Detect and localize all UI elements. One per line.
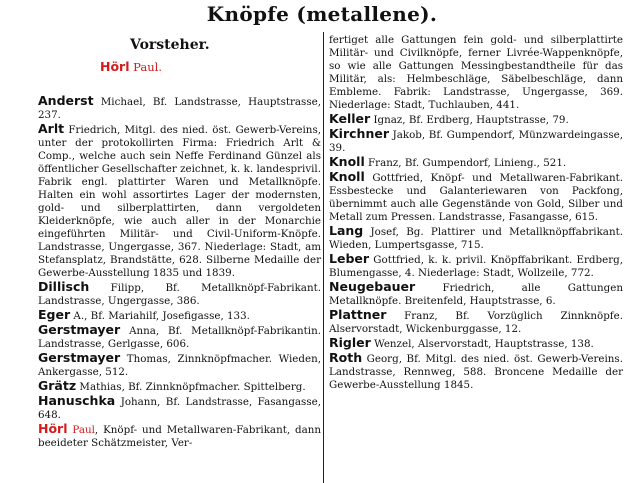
entry-name: Hanuschka [38,393,116,408]
entry-text: Johann, Bf. Landstrasse, Fasangasse, 648. [38,396,321,421]
entry-text: Filipp, Bf. Metallknöpf-Fabrikant. Landstrasse, Ungergasse, 386. [38,282,321,307]
directory-entry-continued [329,34,623,112]
entry-text: Franz, Bf. Gumpendorf, Linieng., 521. [368,157,567,169]
right-entries [329,34,623,392]
entry-text: Josef, Bg. Plattirer und Metallknöpffabrikant. Wieden, Lumpertsgasse, 715. [329,226,623,251]
entry-name: Arlt [38,121,65,136]
entry-name: Knoll [329,169,365,184]
entry-text: Jakob, Bf. Gumpendorf, Münzwardeingasse, 39. [329,129,623,154]
directory-entry [329,252,623,280]
entry-given: Paul [72,424,95,436]
left-entries [38,94,321,450]
directory-entry [38,351,321,379]
entry-name: Grätz [38,378,77,393]
directory-entry [38,94,321,122]
vorsteher-given: Paul. [133,60,162,74]
directory-entry [38,280,321,308]
entry-text: Gottfried, k. k. privil. Knöpffabrikant. Erdberg, Blumengasse, 4. Niederlage: Stadt, Wollzeile, 772. [329,254,623,279]
directory-entry [329,155,623,170]
directory-entry [329,170,623,224]
entry-name: Roth [329,350,363,365]
entry-text: Wenzel, Alservorstadt, Hauptstrasse, 138. [374,338,594,350]
entry-name: Anderst [38,93,94,108]
directory-entry [329,308,623,336]
entry-name: Neugebauer [329,279,416,294]
directory-entry [38,323,321,351]
entry-text: Ignaz, Bf. Erdberg, Hauptstrasse, 79. [373,114,569,126]
entry-text: Michael, Bf. Landstrasse, Hauptstrasse, 237. [38,96,321,121]
entry-text: , Knöpf- und Metallwaren-Fabrikant, dann beeideter Schätzmeister, Ver- [38,424,321,449]
directory-entry [329,280,623,308]
entry-name: Knoll [329,154,365,169]
directory-entry [329,351,623,392]
entry-name: Lang [329,223,364,238]
directory-entry [329,224,623,252]
page-title: Knöpfe (metallene). [206,2,438,26]
directory-entry [329,112,623,127]
column-divider [323,32,324,483]
entry-name: Rigler [329,335,371,350]
entry-text: A., Bf. Mariahilf, Josefigasse, 133. [73,310,250,322]
directory-entry [38,122,321,280]
entry-text: Franz, Bf. Vorzüglich Zinnknöpfe. Alservorstadt, Wickenburggasse, 12. [329,310,623,335]
entry-text: Anna, Bf. Metallknöpf-Fabrikantin. Landstrasse, Gerlgasse, 606. [38,325,322,350]
vorsteher-heading: Vorsteher. [130,37,210,53]
entry-text: Georg, Bf. Mitgl. des nied. öst. Gewerb-Vereins. Landstrasse, Rennweg, 588. Broncene Medaille der Gewerbe-Ausstellung 1845. [329,353,623,391]
directory-entry [38,394,321,422]
entry-text: Mathias, Bf. Zinnknöpfmacher. Spittelberg. [79,381,306,393]
entry-name: Dillisch [38,279,90,294]
directory-entry [38,379,321,394]
entry-text: fertiget alle Gattungen fein gold- und silberplattirte Militär- und Civilknöpfe, ferner Livrée-Wappenknöpfe, so wie alle Gattungen Messingbestandtheile für das Militär, als: Helmbeschläge, Säbelbeschläge, dann Embleme. Fabrik: Landstrasse, Ungergasse, 369. Niederlage: Stadt, Tuchlauben, 441. [329,34,623,111]
entry-text: Friedrich, alle Gattungen Metallknöpfe. Breitenfeld, Hauptstrasse, 6. [329,282,623,307]
entry-text: Gottfried, Knöpf- und Metallwaren-Fabrikant. Essbestecke und Galanteriewaren von Packfong, übernimmt auch alle Gegenstände von Gold, Silber und Metall zum Pressen. Landstrasse, Fasangasse, 615. [329,172,623,223]
directory-entry-highlight [38,422,321,450]
entry-name: Gerstmayer [38,350,121,365]
directory-entry [329,127,623,155]
vorsteher-name: Hörl [100,59,130,74]
entry-name: Hörl [38,421,68,436]
entry-name: Keller [329,111,371,126]
directory-entry [329,336,623,351]
entry-text: Thomas, Zinnknöpfmacher. Wieden, Ankergasse, 512. [38,353,321,378]
entry-name: Gerstmayer [38,322,121,337]
entry-name: Eger [38,307,71,322]
entry-text: Friedrich, Mitgl. des nied. öst. Gewerb-Vereins, unter der protokollirten Firma: Friedrich Arlt & Comp., welche auch sein Neffe Ferdinand Günzel als öffentlicher Gesellschafter zeichnet, k. k. landesprivil. Fabrik engl. plattirter Waren und Metallknöpfe. Halten ein wohl assortirtes Lager der modernsten, gold- und silberplattirten, dann vergoldeten Kleiderknöpfe, wie auch aller in der Monarchie eingeführten Militär- und Civil-Uniform-Knöpfe. Landstrasse, Ungergasse, 367. Niederlage: Stadt, am Stefansplatz, Brandstätte, 628. Silberne Medaille der Gewerbe-Ausstellung 1835 und 1839. [38,124,321,279]
vorsteher-entry [100,59,162,74]
entry-name: Kirchner [329,126,389,141]
entry-name: Plattner [329,307,387,322]
entry-name: Leber [329,251,370,266]
directory-entry [38,308,321,323]
